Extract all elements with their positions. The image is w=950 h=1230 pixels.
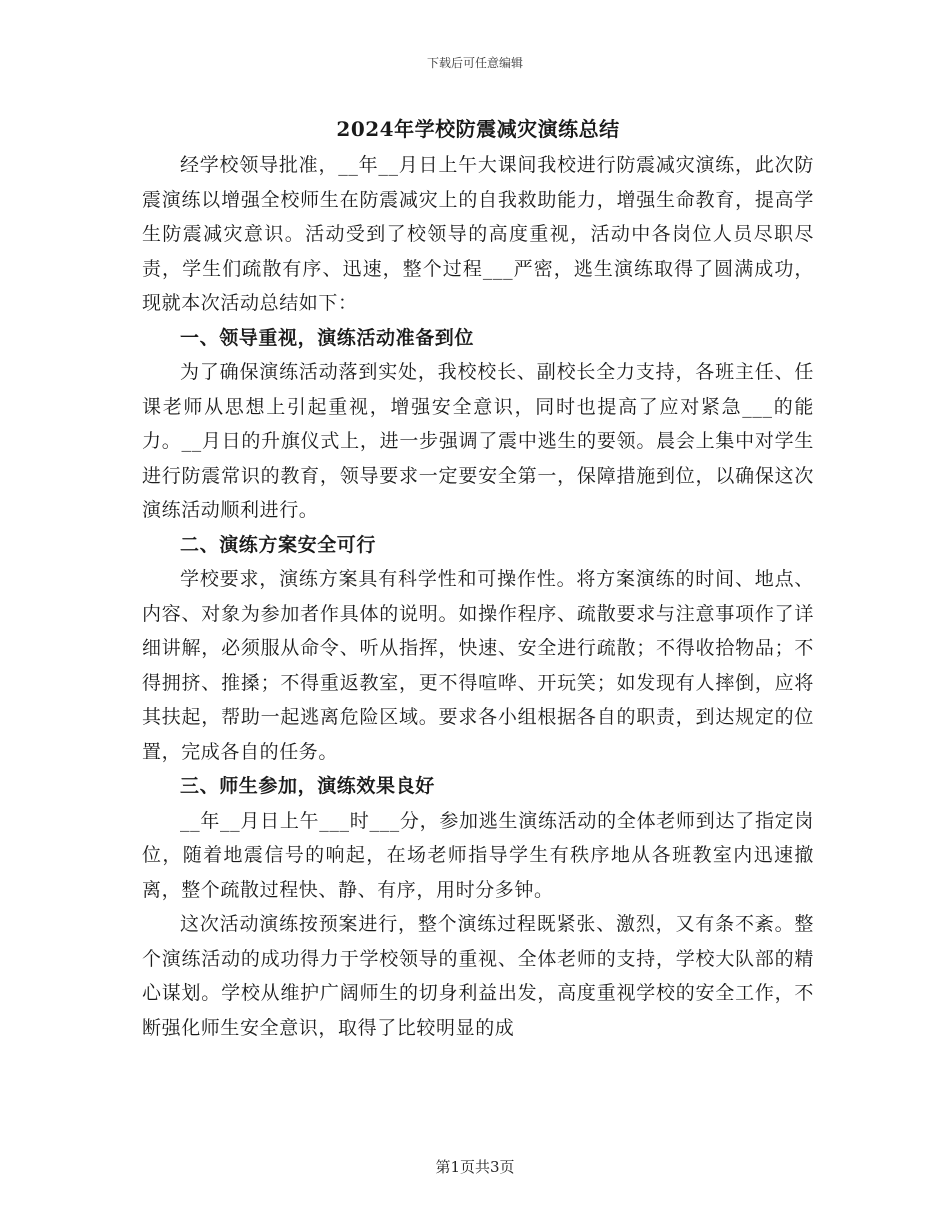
paragraph-section-1: 为了确保演练活动落到实处，我校校长、副校长全力支持，各班主任、任课老师从思想上引起重视，增强安全意识，同时也提高了应对紧急___的能力。__月日的升旗仪式上，进一步强调了震中逃生的要领。晨会上集中对学生进行防震常识的教育，领导要求一定要安全第一，保障措施到位，以确保这次演练活动顺利进行。 bbox=[142, 361, 814, 521]
paragraph-intro: 经学校领导批准，__年__月日上午大课间我校进行防震减灾演练，此次防震演练以增强全校师生在防震减灾上的自我救助能力，增强生命教育，提高学生防震减灾意识。活动受到了校领导的高度重视，活动中各岗位人员尽职尽责，学生们疏散有序、迅速，整个过程___严密，逃生演练取得了圆满成功，现就本次活动总结如下： bbox=[142, 154, 814, 314]
document-title: 2024年学校防震减灾演练总结 bbox=[336, 117, 620, 141]
section-heading-1: 一、领导重视，演练活动准备到位 bbox=[180, 326, 475, 349]
section-heading-3: 三、师生参加，演练效果良好 bbox=[180, 775, 435, 797]
paragraph-section-3: __年__月日上午___时___分，参加逃生演练活动的全体老师到达了指定岗位，随着地震信号的响起，在场老师指导学生有秩序地从各班教室内迅速撤离，整个疏散过程快、静、有序，用时分多钟。 bbox=[142, 809, 814, 901]
paragraph-summary: 这次活动演练按预案进行，整个演练过程既紧张、激烈，又有条不紊。整个演练活动的成功得力于学校领导的重视、全体老师的支持，学校大队部的精心谋划。学校从维护广阔师生的切身利益出发，高度重视学校的安全工作，不断强化师生安全意识，取得了比较明显的成 bbox=[142, 913, 814, 1039]
header-note: 下载后可任意编辑 bbox=[426, 56, 523, 70]
paragraph-section-2: 学校要求，演练方案具有科学性和可操作性。将方案演练的时间、地点、内容、对象为参加者作具体的说明。如操作程序、疏散要求与注意事项作了详细讲解，必须服从命令、听从指挥，快速、安全进行疏散；不得收拾物品；不得拥挤、推搡；不得重返教室，更不得喧哗、开玩笑；如发现有人摔倒，应将其扶起，帮助一起逃离危险区域。要求各小组根据各自的职责，到达规定的位置，完成各自的任务。 bbox=[142, 568, 814, 763]
section-heading-2: 二、演练方案安全可行 bbox=[180, 533, 377, 556]
page-number: 第1页共3页 bbox=[435, 1158, 515, 1176]
document-body bbox=[142, 112, 814, 1045]
